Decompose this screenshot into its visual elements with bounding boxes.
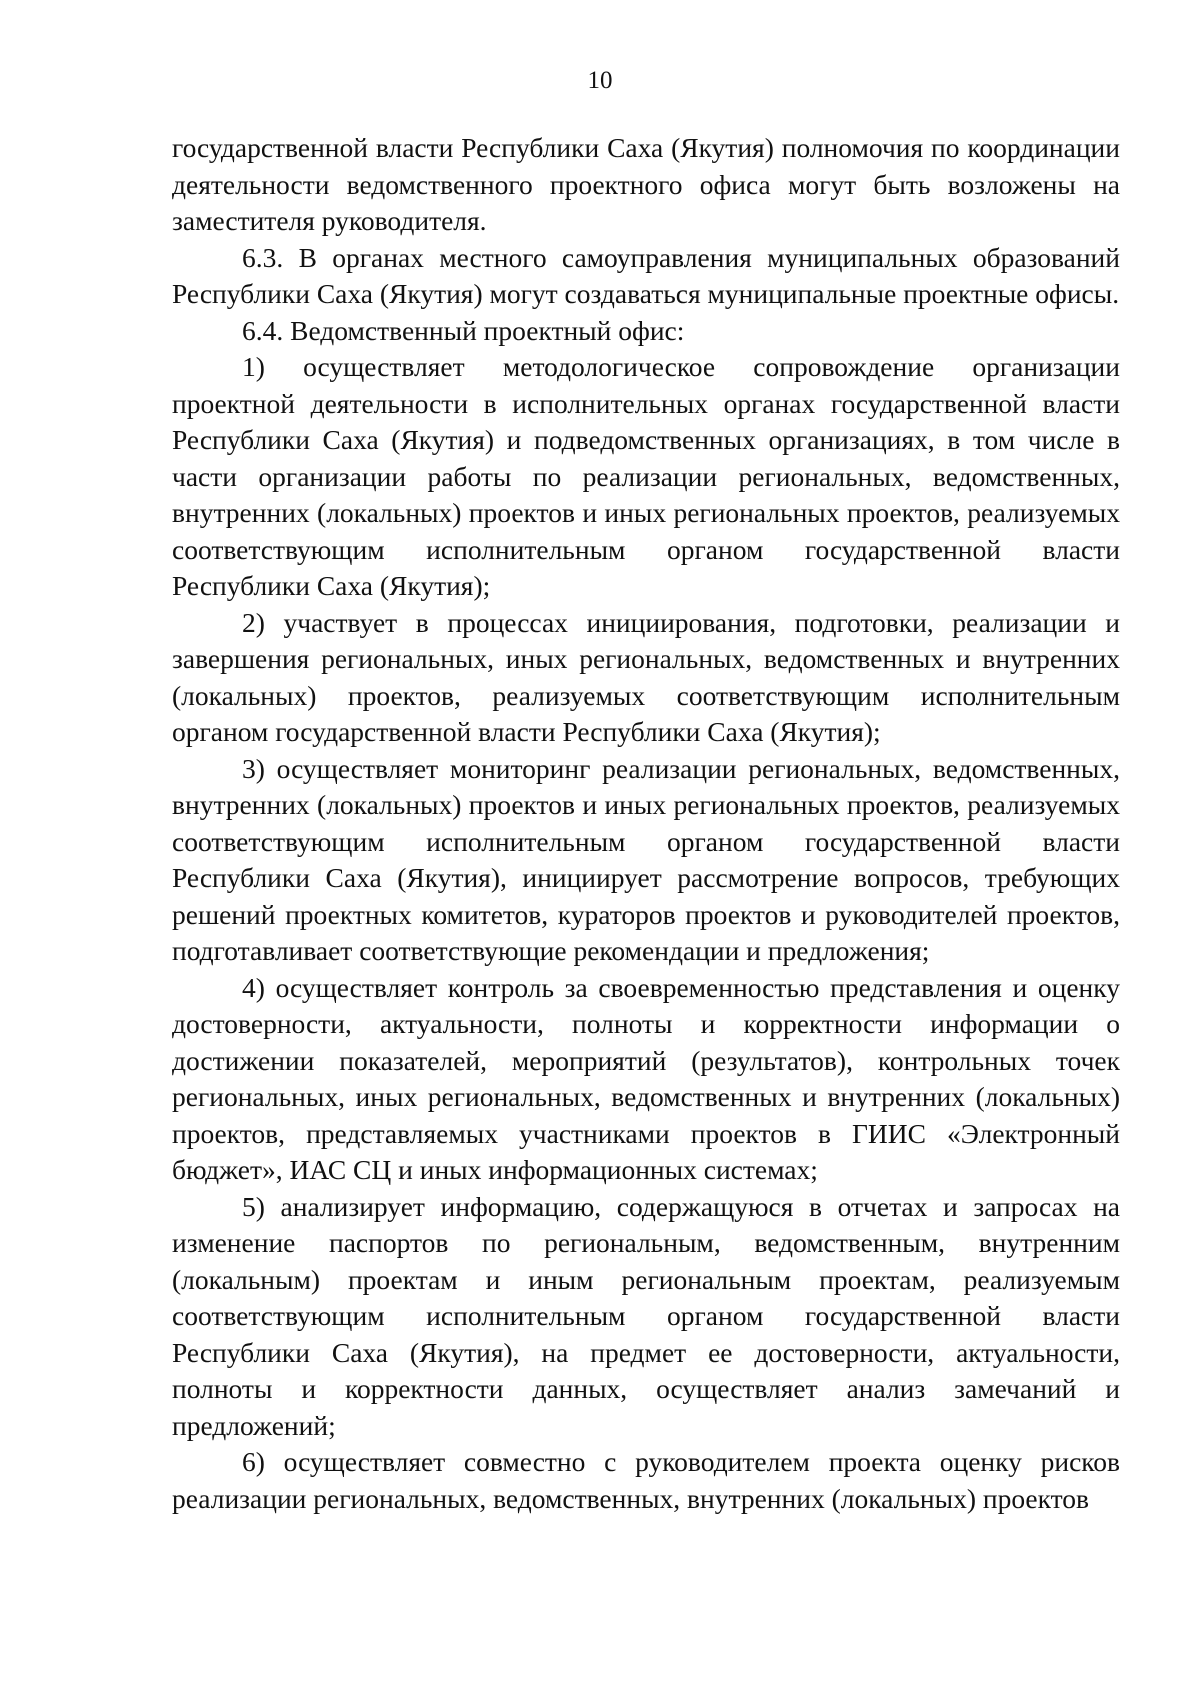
list-item-3: 3) осуществляет мониторинг реализации региональных, ведомственных, внутренних (локальных) проектов и иных региональных проектов, реализуемых соответствующим исполнительным органом государственной власти Республики Саха (Якутия), инициирует рассмотрение вопросов, требующих решений проектных комитетов, кураторов проектов и руководителей проектов, подготавливает соответствующие рекомендации и предложения; — [172, 752, 1120, 966]
page-number: 10 — [587, 67, 613, 94]
document-body — [172, 130, 1120, 1517]
list-item-5: 5) анализирует информацию, содержащуюся в отчетах и запросах на изменение паспортов по региональным, ведомственным, внутренним (локальным) проектам и иным региональным проектам, реализуемым соответствующим исполнительным органом государственной власти Республики Саха (Якутия), на предмет ее достоверности, актуальности, полноты и корректности данных, осуществляет анализ замечаний и предложений; — [172, 1190, 1120, 1441]
list-item-1: 1) осуществляет методологическое сопровождение организации проектной деятельности в исполнительных органах государственной власти Республики Саха (Якутия) и подведомственных организациях, в том числе в части организации работы по реализации региональных, ведомственных, внутренних (локальных) проектов и иных региональных проектов, реализуемых соответствующим исполнительным органом государственной власти Республики Саха (Якутия); — [172, 351, 1120, 601]
paragraph-continuation: государственной власти Республики Саха (Якутия) полномочия по координации деятельности ведомственного проектного офиса могут быть возложены на заместителя руководителя. — [172, 132, 1120, 236]
list-item-6: 6) осуществляет совместно с руководителем проекта оценку рисков реализации региональных, ведомственных, внутренних (локальных) проектов — [172, 1446, 1120, 1514]
paragraph-6-4: 6.4. Ведомственный проектный офис: — [242, 314, 685, 346]
list-item-4: 4) осуществляет контроль за своевременностью представления и оценку достоверности, актуальности, полноты и корректности информации о достижении показателей, мероприятий (результатов), контрольных точек региональных, иных региональных, ведомственных и внутренних (локальных) проектов, представляемых участниками проектов в ГИИС «Электронный бюджет», ИАС СЦ и иных информационных системах; — [172, 971, 1120, 1185]
list-item-2: 2) участвует в процессах инициирования, подготовки, реализации и завершения региональных, иных региональных, ведомственных и внутренних (локальных) проектов, реализуемых соответствующим исполнительным органом государственной власти Республики Саха (Якутия); — [172, 606, 1120, 747]
paragraph-6-3: 6.3. В органах местного самоуправления муниципальных образований Республики Саха (Якутия) могут создаваться муниципальные проектные офисы. — [172, 241, 1120, 309]
